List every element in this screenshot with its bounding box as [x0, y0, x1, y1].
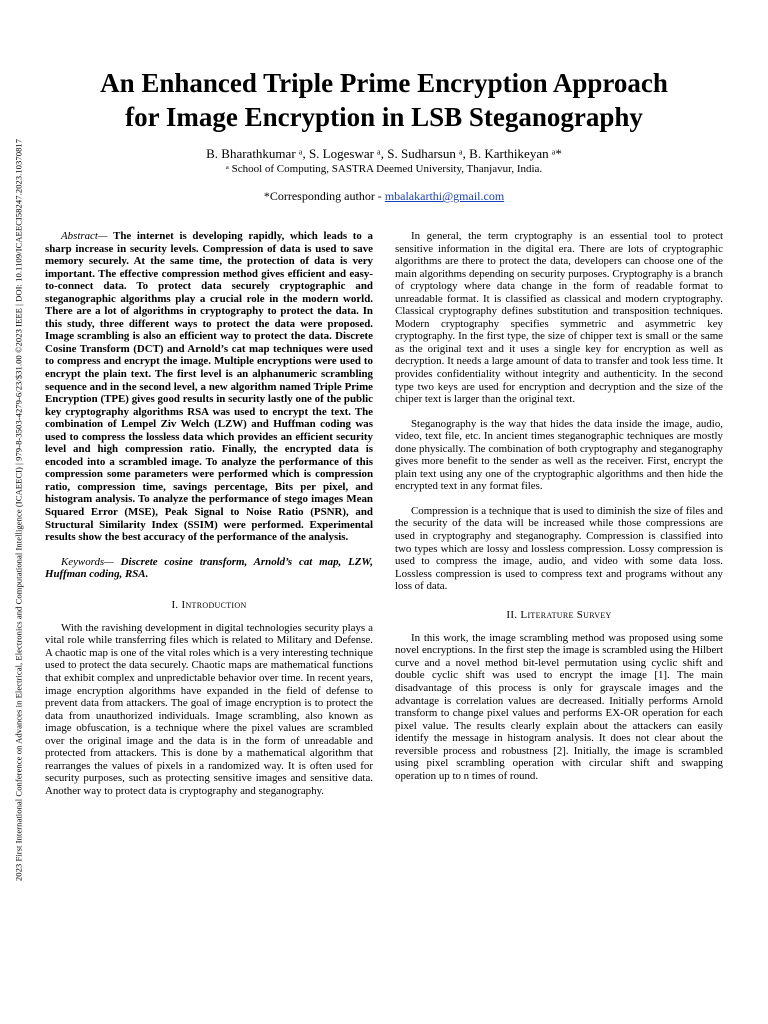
corresponding-label: *Corresponding author -	[263, 189, 385, 203]
paragraph: Compression is a technique that is used to diminish the size of files and the security of the data will be increased while those compressions are used in cryptography and steganography. Compression is classified into two types which are lossy and lossless compression. Lossy compression is used to compress the image, audio, and video with some data loss. Lossless compression is used to compress text and programs without any loss of data.	[395, 504, 723, 593]
doi-sidebar	[10, 90, 28, 930]
section-heading-literature-survey: II. Literature Survey	[506, 608, 612, 621]
affiliation: ᵃ School of Computing, SASTRA Deemed University, Thanjavur, India.	[225, 163, 543, 175]
left-column	[45, 230, 373, 797]
doi-sidebar-text: 2023 First International Conference on Advances in Electrical, Electronics and Computational Intelligence (ICAEECI) | 979-8-3503-4279-6/23/$31.00 ©2023 IEEE | DOI: 10.1109/ICAEECI58247.2023.10370817	[13, 138, 24, 882]
abstract-lead: Abstract—	[61, 230, 108, 242]
paragraph: Steganography is the way that hides the data inside the image, audio, video, text file, etc. In ancient times steganographic techniques are mostly done physically. The combination of both cryptography and steganography gives more benefit to the sender as well as the receiver. First, encrypt the plain text using any one of the cryptographic algorithms and then hide the encrypted text in any format files.	[395, 417, 723, 493]
corresponding-email-link[interactable]: mbalakarthi@gmail.com	[384, 189, 505, 203]
right-column	[395, 230, 723, 782]
keywords	[45, 556, 373, 581]
keywords-text: Discrete cosine transform, Arnold’s cat map, LZW, Huffman coding, RSA.	[45, 555, 373, 581]
corresponding-author	[40, 189, 728, 203]
author-list: B. Bharathkumar ᵃ, S. Logeswar ᵃ, S. Sudharsun ᵃ, B. Karthikeyan ᵃ*	[206, 146, 562, 161]
abstract-text: The internet is developing rapidly, which leads to a sharp increase in security levels. Compression of data is used to save memory securely. At the same time, the protection of data is very important. The effective compression method gives efficient and easy-to-connect data. To protect data securely cryptographic and steganographic algorithms play a crucial role in the modern world. There are a lot of algorithms in cryptography to protect the data. In this study, three different ways to protect the data were proposed. Image scrambling is also an efficient way to protect the data. Discrete Cosine Transform (DCT) and Arnold’s cat map techniques were used to compress and encrypt the image. Multiple encryptions were used to encrypt the plain text. The first level is an alphanumeric scrambling sequence and in the second level, a new algorithm named Triple Prime Encryption (TPE) gives good results in security lastly one of the public key cryptography algorithms RSA was used to encrypt the text. The combination of Lempel Ziv Welch (LZW) and Huffman coding was used to compress the lossless data which provides an efficient security level and high compression ratio. Finally, the encrypted data is encoded into a scrambled image. To analyze the performance of this compression some parameters were performed which is compression ratio, compression time, savings percentage, Bits per pixel, and histogram analysis. To analyze the performance of stego images Mean Squared Error (MSE), Peak Signal to Noise Ratio (PSNR), and Structural Similarity Index (SSIM) were performed. Experimental results show the best accuracy of the performance of the analysis.	[45, 230, 373, 544]
abstract	[45, 230, 373, 544]
keywords-lead: Keywords—	[61, 555, 114, 568]
paragraph: In this work, the image scrambling method was proposed using some novel encryptions. In the first step the image is scrambled using the Hilbert curve and a novel method bit-level permutation using cyclic shift and double cyclic shift was used to encrypt the image [1]. The main disadvantage of this process is only for grayscale images and the advantage is correlation values are decreased. Initially performs Arnold transform to change pixel values and performs EX-OR operation for each pixel value. The results clearly explain about the attackers can easily identify the message in histogram analysis. It does not clear about the reversible process and robustness [2]. Initially, the image is scrambled using pixel scrambling operation with circular shift and swapping operation up to n times of round.	[395, 631, 723, 782]
section-heading-introduction: I. Introduction	[171, 598, 247, 611]
paragraph: In general, the term cryptography is an essential tool to protect sensitive information in the digital era. There are lots of cryptographic algorithms are there to protect the data, developers can choose one of the main algorithms depending on security purposes. Cryptography is a branch of cryptology where data change in the form of readable format to unreadable format. It is classified as classical and modern cryptography. Classical cryptography defines substitution and transposition techniques. Modern cryptography specifies symmetric and asymmetric key cryptography. In the first type, the size of chipper text is small or the same as the original text and it uses a single key for encryption as well as decryption. It needs a large amount of data to transfer and took less time. It provides confidentiality without integrity and authenticity. In the second type two keys are used for encryption and decryption and the size of the chiper text is larger than the original text.	[395, 230, 723, 406]
title-line-2: for Image Encryption in LSB Steganography	[125, 102, 643, 132]
paper-title	[40, 66, 728, 134]
paragraph: With the ravishing development in digital technologies security plays a vital role while transferring files which is related to Military and Defense. A chaotic map is one of the vital roles which is a very interesting technique used to protect the data securely. Chaotic maps are mathematical functions that exhibit complex and unpredictable behavior over time. In recent years, image encryption algorithms have expanded in the field of defense to prevent data from attackers. The goal of image encryption is to protect the data from unauthorized individuals. Image scrambling, also known as image obfuscation, is a technique where the pixel values are scrambled over the original image and the data is in the form of unreadable and protected from attackers. This is done by a mathematical algorithm that rearranges the values of pixels in a randomized way. It is often used for security purposes, such as protecting sensitive images and sensitive data. Another way to protect data is cryptography and steganography.	[45, 621, 373, 797]
title-line-1: An Enhanced Triple Prime Encryption Approach	[100, 68, 668, 98]
